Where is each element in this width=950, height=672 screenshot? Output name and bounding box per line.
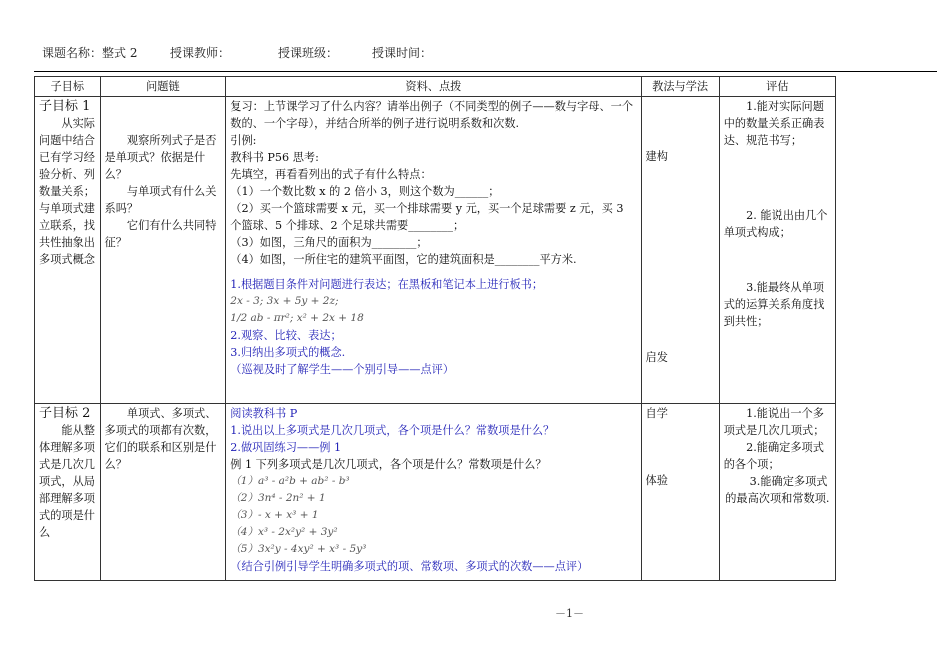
table-row [35,404,836,581]
time-label: 授课时间： [372,46,433,60]
example-text: 例 1 下列多项式是几次几项式，各个项是什么？常数项是什么？ [230,458,547,471]
eval-item: 2. 能说出由几个单项式构成； [723,209,828,239]
class-label: 授课班级： [278,46,339,60]
polynomial-1: （1）a³ - a²b + ab² - b³ [230,475,350,487]
question-2: （2）买一个篮球需要 x 元，买一个排球需要 y 元，买一个足球需要 z 元，买 3 个篮球、5 个排球、2 个足球共需要________； [230,202,624,232]
note-2: （结合引例引导学生明确多项式的项、常数项、多项式的次数——点评） [230,560,589,573]
eval-cell [719,404,835,581]
question-4: （4）如图，一所住宅的建筑平面图，它的建筑面积是________平方米. [230,253,577,266]
method-item: 启发 [645,351,668,364]
expression-2: 1/2 ab - πr²; x² + 2x + 18 [230,312,364,324]
polynomial-2: （2）3n⁴ - 2n² + 1 [230,492,326,504]
table-header-row [35,77,836,97]
step-3: 3.归纳出多项式的概念. [230,346,346,359]
question-1: （1）一个数比数 x 的 2 倍小 3，则这个数为______； [230,185,500,198]
chain-item: 它们有什么共同特征？ [104,219,217,249]
goal-cell [35,404,101,581]
textbook-text: 教科书 P56 思考: [230,151,319,164]
teacher-label: 授课教师： [170,46,231,60]
read-text: 阅读教科书 P [230,407,298,420]
chain-item: 与单项式有什么关系吗？ [104,185,217,215]
header-goal: 子目标 [35,77,101,97]
polynomial-4: （4）x³ - 2x²y² + 3y² [230,526,338,538]
method-item: 自学 [645,407,668,420]
methods-cell [641,97,719,404]
course-name: 课题名称：整式 2 [42,46,138,60]
eval-item: 3.能确定多项式的最高次项和常数项. [725,475,830,505]
chain-item: 观察所列式子是否是单项式？依据是什么？ [104,134,217,181]
note-1: （巡视及时了解学生——个别引导——点评） [230,363,455,376]
question-3: （3）如图，三角尺的面积为________； [230,236,428,249]
lesson-plan-table [34,76,836,581]
polynomial-5: （5）3x²y - 4xy² + x³ - 5y³ [230,543,367,555]
header-rule [34,71,937,72]
chain-item: 单项式、多项式、多项式的项都有次数，它们的联系和区别是什么？ [104,407,217,471]
eval-item: 1.能对实际问题中的数量关系正确表达、规范书写； [723,100,825,147]
intro-text: 引例: [230,134,257,147]
polynomial-3: （3）- x + x³ + 1 [230,509,319,521]
goal-title: 子目标 2 [39,406,91,421]
header-materials: 资料、点拨 [226,77,641,97]
expression-1: 2x - 3; 3x + 5y + 2z; [230,295,339,307]
chain-cell [100,97,226,404]
eval-cell [719,97,835,404]
page-number: －1－ [555,607,584,620]
method-item: 体验 [645,474,668,487]
eval-item: 1.能说出一个多项式是几次几项式； [723,407,825,437]
goal-text: 从实际问题中结合已有学习经验分析、列数量关系；与单项式建立联系，找共性抽象出多项式概念 [39,117,95,266]
header-eval: 评估 [719,77,835,97]
header-chain: 问题链 [100,77,226,97]
step-1: 1.根据题目条件对问题进行表达；在黑板和笔记本上进行板书； [230,278,544,291]
question-text: 1.说出以上多项式是几次几项式，各个项是什么？常数项是什么？ [230,424,555,437]
materials-cell [226,404,641,581]
goal-title: 子目标 1 [39,99,91,114]
eval-item: 3.能最终从单项式的运算关系角度找到共性； [723,281,825,328]
step-2: 2.观察、比较、表达； [230,329,342,342]
fill-prompt: 先填空，再看看列出的式子有什么特点： [230,168,432,181]
materials-cell [226,97,641,404]
goal-cell [35,97,101,404]
methods-cell [641,404,719,581]
practice-text: 2.做巩固练习——例 1 [230,441,342,454]
header-methods: 教法与学法 [641,77,719,97]
goal-text: 能从整体理解多项式是几次几项式，从局部理解多项式的项是什么 [39,424,95,539]
table-row [35,97,836,404]
method-item: 建构 [645,150,668,163]
review-text: 复习：上节课学习了什么内容？请举出例子（不同类型的例子——数与字母、一个数的、一个字母），并结合所举的例子进行说明系数和次数. [230,100,634,130]
eval-item: 2.能确定多项式的各个项； [723,441,824,471]
chain-cell [100,404,226,581]
